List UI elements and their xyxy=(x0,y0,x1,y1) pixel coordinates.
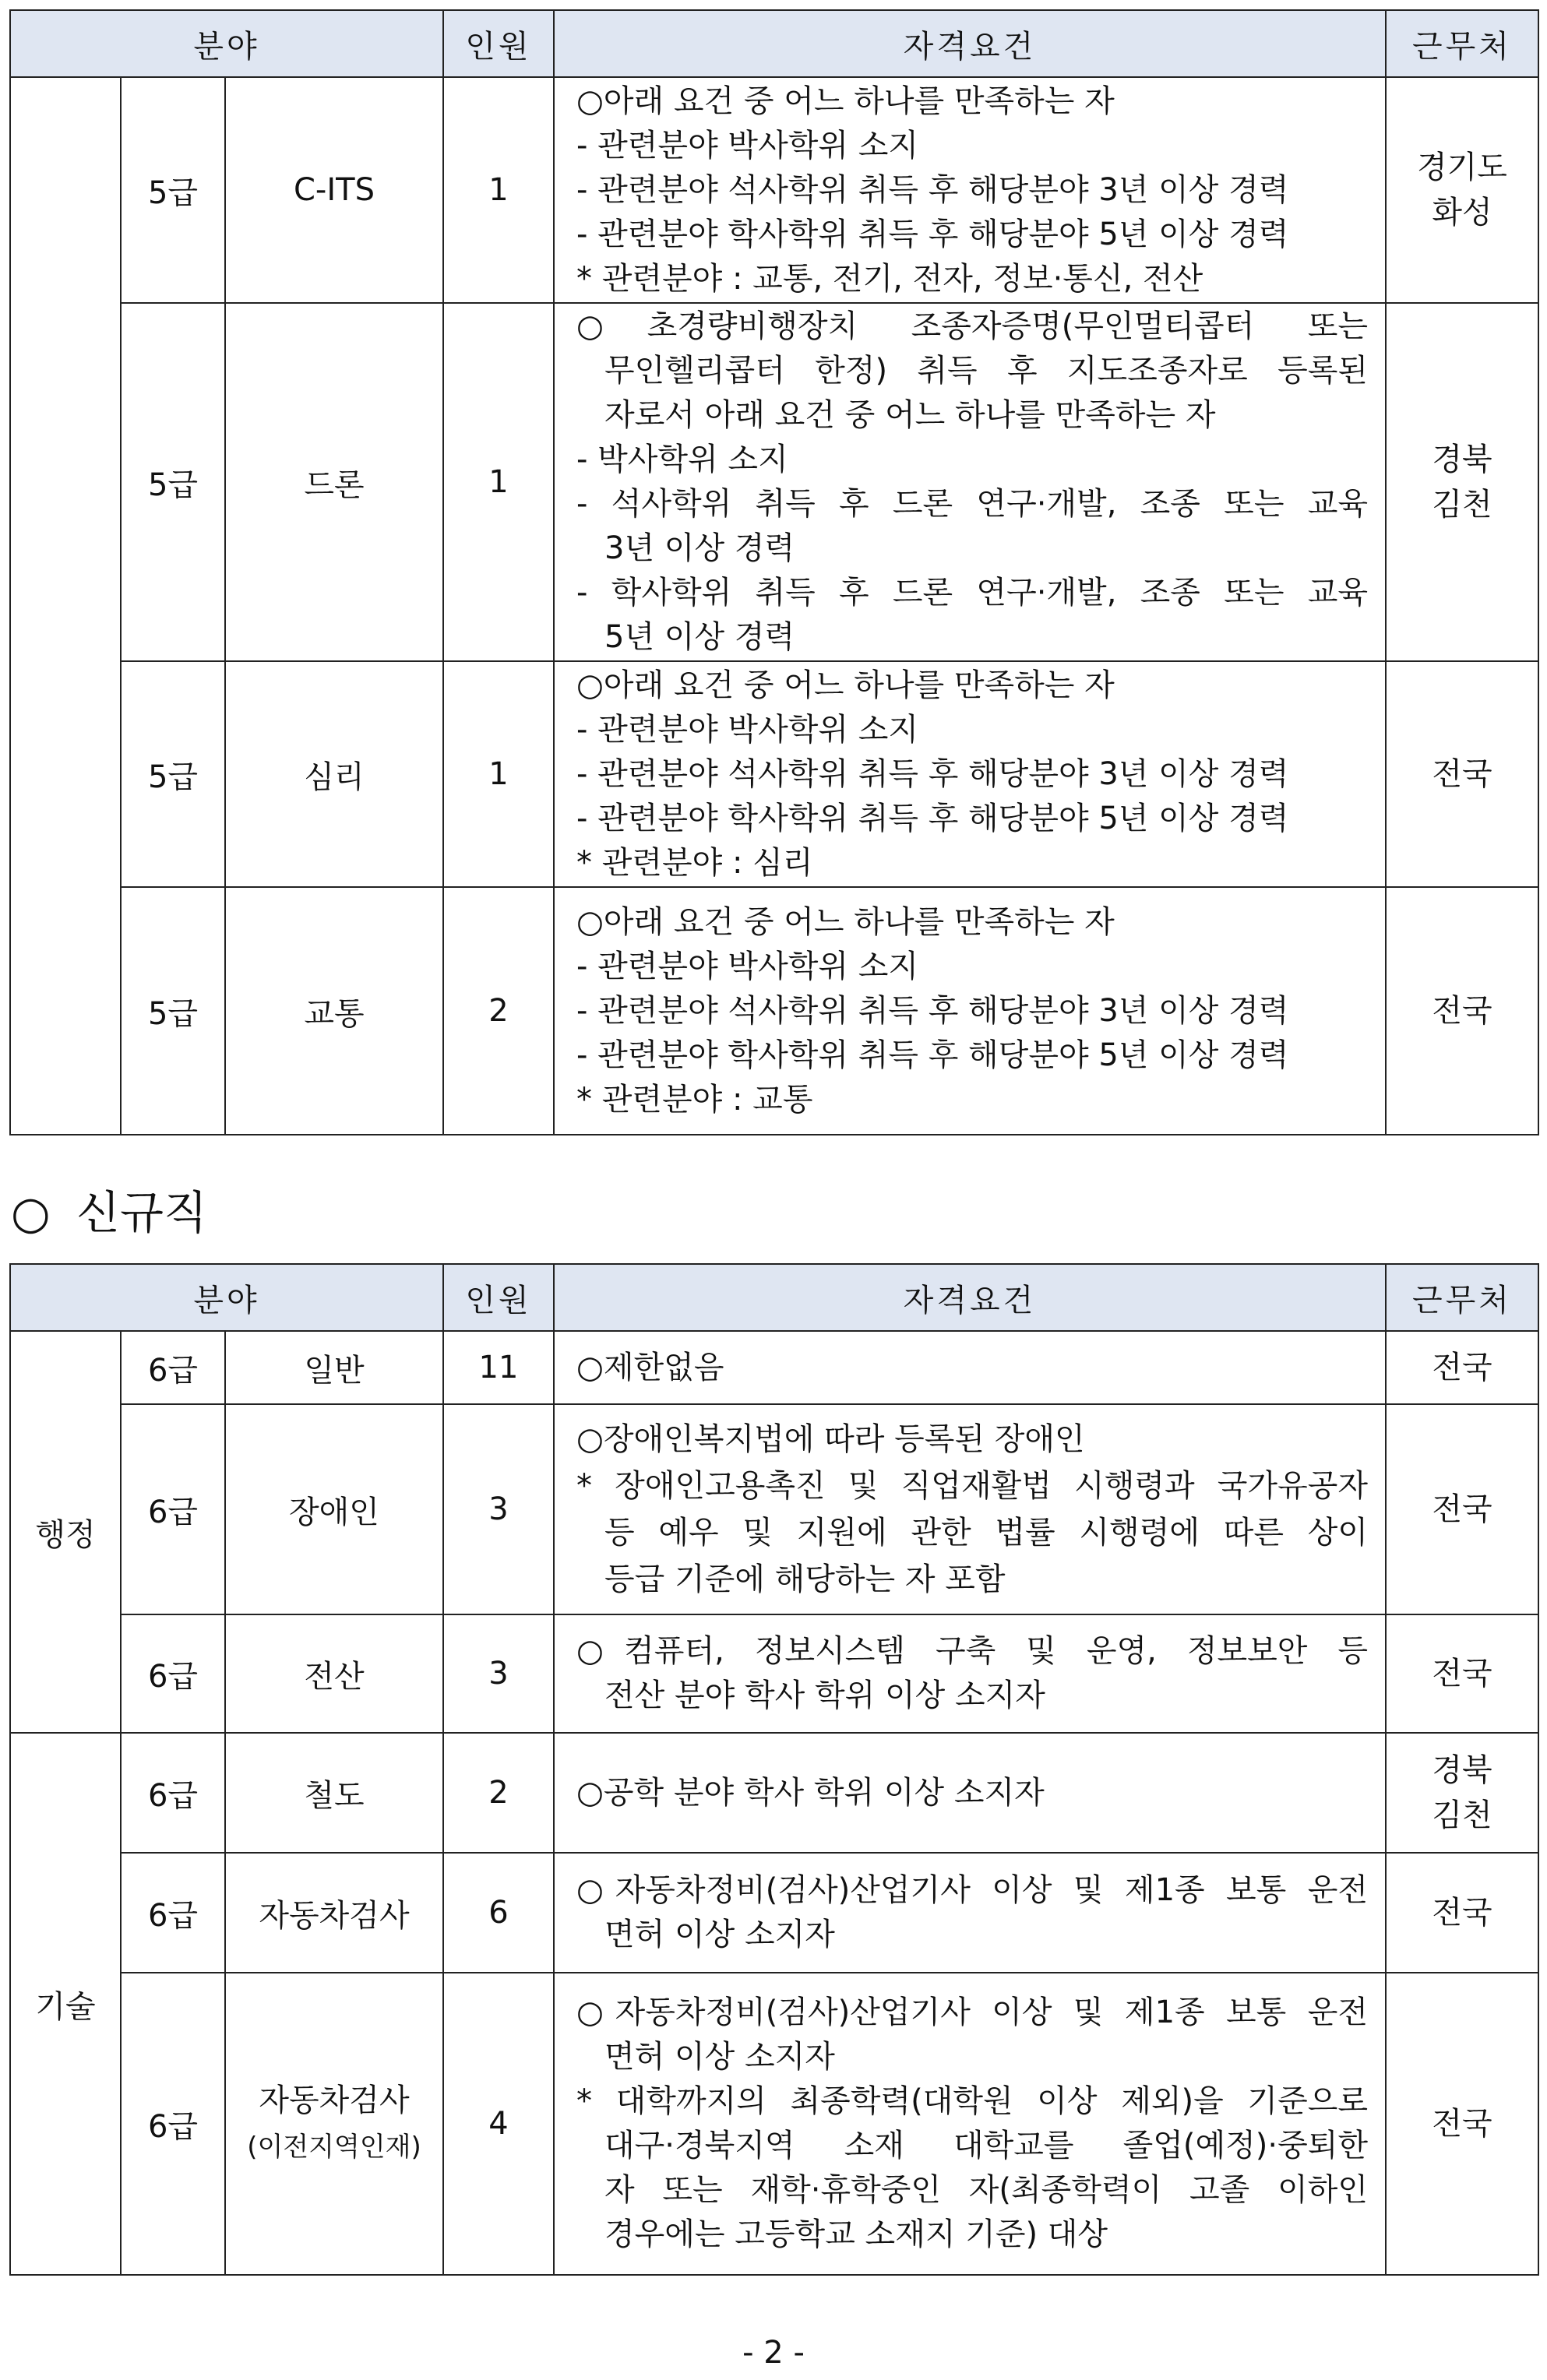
req-line: - 관련분야 박사학위 소지 xyxy=(576,711,918,748)
location-cell xyxy=(1386,1973,1538,2275)
section-title xyxy=(11,1176,207,1241)
table-header-row xyxy=(10,10,1538,77)
header-field: 분야 xyxy=(10,1264,443,1331)
table-row xyxy=(10,303,1538,661)
requirements-cell xyxy=(554,77,1386,303)
table-row xyxy=(10,1853,1538,1973)
req-line: - 박사학위 소지 xyxy=(576,442,788,477)
grade-cell: 5급 xyxy=(121,303,225,661)
field-cell: C-ITS xyxy=(225,77,443,303)
location-line: 전국 xyxy=(1432,756,1492,792)
location-line: 경북 xyxy=(1432,442,1492,477)
count-cell: 1 xyxy=(443,661,554,887)
field-name: 자동차검사 xyxy=(259,2082,410,2118)
location-cell xyxy=(1386,303,1538,661)
count-cell: 1 xyxy=(443,77,554,303)
req-line: 면허 이상 소지자 xyxy=(604,1917,835,1952)
req-line: ○공학 분야 학사 학위 이상 소지자 xyxy=(576,1774,1045,1811)
location-line: 전국 xyxy=(1432,993,1492,1029)
header-requirements: 자격요건 xyxy=(554,10,1386,77)
req-line: 대구·경북지역 소재 대학교를 졸업(예정)·중퇴한 xyxy=(604,2128,1368,2163)
req-line: * 관련분야 : 심리 xyxy=(576,844,813,881)
group-cell: 기술 xyxy=(10,1733,121,2275)
req-line: 무인헬리콥터 한정) 취득 후 지도조종자로 등록된 xyxy=(604,353,1368,389)
req-line: * 관련분야 : 교통, 전기, 전자, 정보·통신, 전산 xyxy=(576,260,1203,297)
req-line: 경우에는 고등학교 소재지 기준) 대상 xyxy=(604,2216,1108,2252)
location-line: 전국 xyxy=(1432,2106,1492,2142)
requirements-cell xyxy=(554,303,1386,661)
count-cell: 11 xyxy=(443,1331,554,1404)
req-line: - 관련분야 학사학위 취득 후 해당분야 5년 이상 경력 xyxy=(576,1037,1289,1073)
page-number: - 2 - xyxy=(742,2335,805,2371)
grade-cell: 6급 xyxy=(121,1331,225,1404)
location-line: 전국 xyxy=(1432,1491,1492,1527)
table-header-row xyxy=(10,1264,1538,1331)
req-line: ○제한없음 xyxy=(576,1349,724,1385)
location-line: 전국 xyxy=(1432,1656,1492,1692)
req-line: 전산 분야 학사 학위 이상 소지자 xyxy=(604,1678,1045,1713)
location-cell xyxy=(1386,661,1538,887)
req-line: ○자동차정비(검사)산업기사 이상 및 제1종 보통 운전 xyxy=(576,1872,1368,1908)
requirements-cell xyxy=(554,661,1386,887)
header-count: 인원 xyxy=(443,10,554,77)
grade-cell: 6급 xyxy=(121,1733,225,1853)
req-line: 등급 기준에 해당하는 자 포함 xyxy=(604,1561,1006,1597)
req-line: - 관련분야 박사학위 소지 xyxy=(576,127,918,164)
circle-bullet-icon: ○ xyxy=(11,1186,51,1239)
group-cell: 행정 xyxy=(10,1331,121,1733)
count-cell: 2 xyxy=(443,887,554,1135)
field-cell xyxy=(225,1973,443,2275)
req-line: - 관련분야 학사학위 취득 후 해당분야 5년 이상 경력 xyxy=(576,800,1289,836)
location-cell xyxy=(1386,1614,1538,1733)
req-line: * 대학까지의 최종학력(대학원 이상 제외)을 기준으로 xyxy=(576,2083,1368,2119)
grade-cell: 6급 xyxy=(121,1614,225,1733)
header-location: 근무처 xyxy=(1386,1264,1538,1331)
table-row xyxy=(10,1614,1538,1733)
count-cell: 4 xyxy=(443,1973,554,2275)
req-line: 자로서 아래 요건 중 어느 하나를 만족하는 자 xyxy=(604,397,1216,433)
section-title-text: 신규직 xyxy=(76,1186,208,1239)
count-cell: 3 xyxy=(443,1614,554,1733)
count-cell: 2 xyxy=(443,1733,554,1853)
count-cell: 6 xyxy=(443,1853,554,1973)
req-line: 3년 이상 경력 xyxy=(604,530,795,566)
requirements-cell xyxy=(554,1331,1386,1404)
req-line: ○컴퓨터, 정보시스템 구축 및 운영, 정보보안 등 xyxy=(576,1633,1368,1669)
location-line: 전국 xyxy=(1432,1350,1492,1385)
grade-cell: 6급 xyxy=(121,1404,225,1614)
req-line: - 관련분야 석사학위 취득 후 해당분야 3년 이상 경력 xyxy=(576,755,1289,792)
req-line: * 장애인고용촉진 및 직업재활법 시행령과 국가유공자 xyxy=(576,1468,1368,1504)
header-requirements: 자격요건 xyxy=(554,1264,1386,1331)
grade-cell: 6급 xyxy=(121,1973,225,2275)
location-cell xyxy=(1386,1853,1538,1973)
field-cell: 자동차검사 xyxy=(225,1853,443,1973)
table-row xyxy=(10,1331,1538,1404)
field-cell: 전산 xyxy=(225,1614,443,1733)
header-field: 분야 xyxy=(10,10,443,77)
location-cell xyxy=(1386,1733,1538,1853)
req-line: - 관련분야 석사학위 취득 후 해당분야 3년 이상 경력 xyxy=(576,171,1289,208)
req-line: - 관련분야 학사학위 취득 후 해당분야 5년 이상 경력 xyxy=(576,216,1289,252)
grade-cell: 5급 xyxy=(121,77,225,303)
location-line: 김천 xyxy=(1432,1797,1492,1833)
requirements-cell xyxy=(554,1733,1386,1853)
req-line: 자 또는 재학·휴학중인 자(최종학력이 고졸 이하인 xyxy=(604,2172,1368,2208)
req-line: - 학사학위 취득 후 드론 연구·개발, 조종 또는 교육 xyxy=(576,575,1368,611)
field-cell: 드론 xyxy=(225,303,443,661)
location-line: 경북 xyxy=(1432,1752,1492,1788)
req-line: ○아래 요건 중 어느 하나를 만족하는 자 xyxy=(576,83,1115,119)
location-cell xyxy=(1386,1404,1538,1614)
field-cell: 심리 xyxy=(225,661,443,887)
grade-cell: 5급 xyxy=(121,661,225,887)
location-cell xyxy=(1386,1331,1538,1404)
group-cell-empty xyxy=(10,77,121,1135)
req-line: - 관련분야 석사학위 취득 후 해당분야 3년 이상 경력 xyxy=(576,992,1289,1029)
table-row xyxy=(10,77,1538,303)
req-line: ○아래 요건 중 어느 하나를 만족하는 자 xyxy=(576,667,1115,703)
table-row xyxy=(10,1973,1538,2275)
requirements-cell xyxy=(554,887,1386,1135)
req-line: ○장애인복지법에 따라 등록된 장애인 xyxy=(576,1421,1085,1457)
table-row xyxy=(10,887,1538,1135)
grade-cell: 6급 xyxy=(121,1853,225,1973)
new-hire-positions-table xyxy=(9,1263,1539,2276)
location-line: 전국 xyxy=(1432,1895,1492,1931)
req-line: ○초경량비행장치 조종자증명(무인멀티콥터 또는 xyxy=(576,308,1368,344)
requirements-cell xyxy=(554,1404,1386,1614)
req-line: ○아래 요건 중 어느 하나를 만족하는 자 xyxy=(576,903,1115,940)
requirements-cell xyxy=(554,1973,1386,2275)
location-line: 김천 xyxy=(1432,487,1492,523)
field-cell: 일반 xyxy=(225,1331,443,1404)
field-cell: 철도 xyxy=(225,1733,443,1853)
table-row xyxy=(10,1404,1538,1614)
location-cell xyxy=(1386,887,1538,1135)
table-row xyxy=(10,1733,1538,1853)
req-line: * 관련분야 : 교통 xyxy=(576,1081,813,1118)
header-count: 인원 xyxy=(443,1264,554,1331)
location-cell xyxy=(1386,77,1538,303)
req-line: 5년 이상 경력 xyxy=(604,619,795,655)
location-line: 경기도 xyxy=(1417,150,1507,185)
count-cell: 1 xyxy=(443,303,554,661)
count-cell: 3 xyxy=(443,1404,554,1614)
field-cell: 장애인 xyxy=(225,1404,443,1614)
requirements-cell xyxy=(554,1853,1386,1973)
req-line: ○자동차정비(검사)산업기사 이상 및 제1종 보통 운전 xyxy=(576,1994,1368,2030)
req-line: - 석사학위 취득 후 드론 연구·개발, 조종 또는 교육 xyxy=(576,486,1368,522)
positions-table-continued xyxy=(9,9,1539,1135)
field-note: (이전지역인재) xyxy=(247,2132,421,2163)
req-line: 등 예우 및 지원에 관한 법률 시행령에 따른 상이 xyxy=(604,1515,1368,1551)
table-row xyxy=(10,661,1538,887)
location-line: 화성 xyxy=(1432,195,1492,231)
requirements-cell xyxy=(554,1614,1386,1733)
req-line: - 관련분야 박사학위 소지 xyxy=(576,948,918,984)
req-line: 면허 이상 소지자 xyxy=(604,2039,835,2075)
grade-cell: 5급 xyxy=(121,887,225,1135)
header-location: 근무처 xyxy=(1386,10,1538,77)
field-cell: 교통 xyxy=(225,887,443,1135)
